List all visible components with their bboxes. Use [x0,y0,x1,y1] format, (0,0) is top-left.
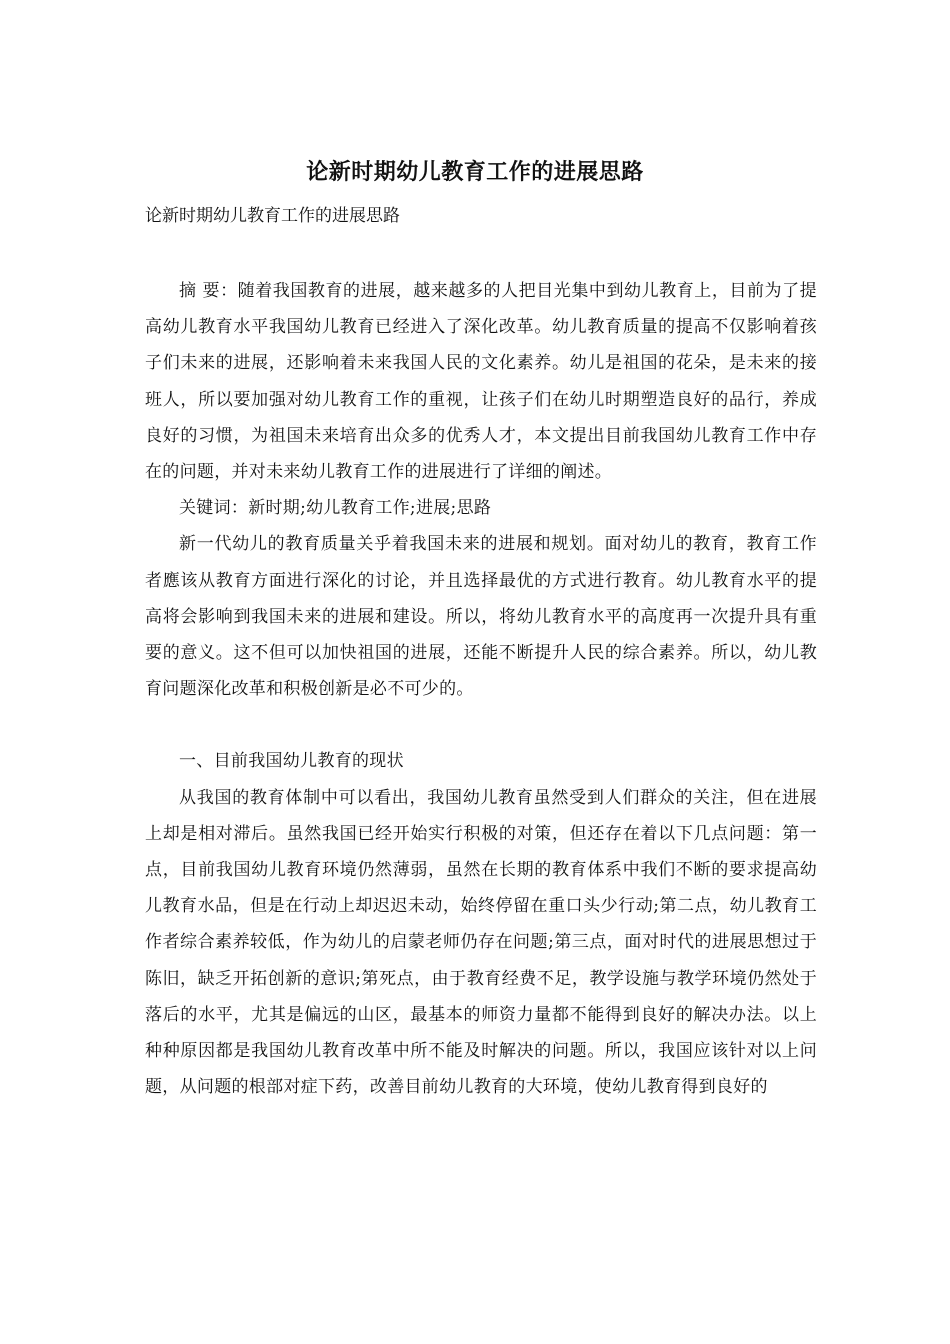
abstract-paragraph: 摘 要：随着我国教育的进展，越来越多的人把目光集中到幼儿教育上，目前为了提高幼儿教育水平我国幼儿教育已经进入了深化改革。幼儿教育质量的提高不仅影响着孩子们未来的进展，还影响着未来我国人民的文化素养。幼儿是祖国的花朵，是未来的接班人，所以要加强对幼儿教育工作的重视，让孩子们在幼儿时期塑造良好的品行，养成良好的习惯，为祖国未来培育出众多的优秀人才，本文提出目前我国幼儿教育工作中存在的问题，并对未来幼儿教育工作的进展进行了详细的阐述。 [145,281,817,483]
document-body [145,273,817,1105]
document-subtitle: 论新时期幼儿教育工作的进展思路 [145,206,400,226]
keywords-line: 关键词：新时期;幼儿教育工作;进展;思路 [179,498,492,519]
intro-paragraph: 新一代幼儿的教育质量关乎着我国未来的进展和规划。面对幼儿的教育，教育工作者應该从教育方面进行深化的讨论，并且选择最优的方式进行教育。幼儿教育水平的提高将会影响到我国未来的进展和建设。所以，将幼儿教育水平的高度再一次提升具有重要的意义。这不但可以加快祖国的进展，还能不断提升人民的综合素养。所以，幼儿教育问题深化改革和积极创新是必不可少的。 [145,534,817,700]
document-title: 论新时期幼儿教育工作的进展思路 [306,159,644,185]
section-heading: 一、目前我国幼儿教育的现状 [179,751,404,772]
paragraph-spacer [145,707,817,743]
section-paragraph: 从我国的教育体制中可以看出，我国幼儿教育虽然受到人们群众的关注，但在进展上却是相对滞后。虽然我国已经开始实行积极的对策，但还存在着以下几点问题：第一点，目前我国幼儿教育环境仍然薄弱，虽然在长期的教育体系中我们不断的要求提高幼儿教育水品，但是在行动上却迟迟未动，始终停留在重口头少行动;第二点，幼儿教育工作者综合素养较低，作为幼儿的启蒙老师仍存在问题;第三点，面对时代的进展思想过于陈旧，缺乏开拓创新的意识;第死点，由于教育经费不足，教学设施与教学环境仍然处于落后的水平，尤其是偏远的山区，最基本的师资力量都不能得到良好的解决办法。以上种种原因都是我国幼儿教育改革中所不能及时解决的问题。所以，我国应该针对以上问题，从问题的根部对症下药，改善目前幼儿教育的大环境，使幼儿教育得到良好的 [145,787,817,1098]
